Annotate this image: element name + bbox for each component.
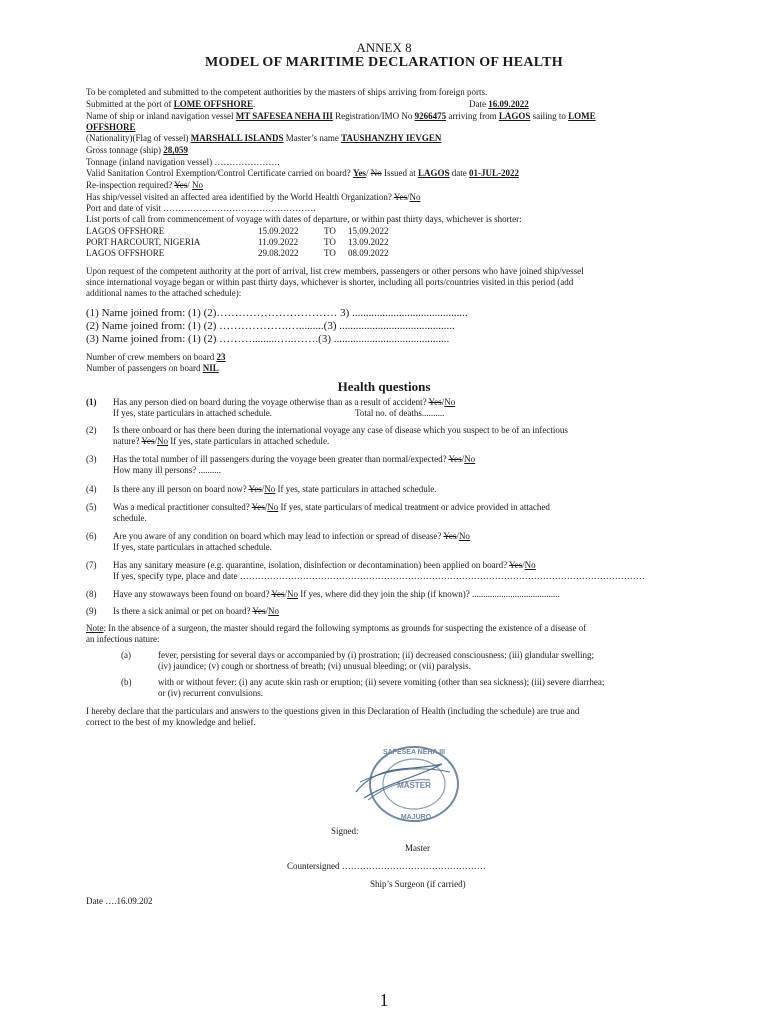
affected-no: No xyxy=(409,192,421,202)
countersigned-line: Countersigned ………………………………………… xyxy=(287,861,486,871)
question-2-text: Is there onboard or has there been during the international voyage any case of disease which you suspect to be of an infectious xyxy=(113,425,568,435)
question-4-text: Is there any ill person on board now? xyxy=(113,484,247,494)
q8-after: If yes, where did they join the ship (if known)? ....................................... xyxy=(300,589,560,599)
question-sub: If yes, state particulars in attached schedule. xyxy=(113,408,272,418)
q5-yes: Yes xyxy=(251,502,265,512)
passenger-count-line xyxy=(86,363,219,374)
port-call-to-label: TO xyxy=(324,226,336,236)
q4-after: If yes, state particulars in attached schedule. xyxy=(277,484,437,494)
question-sub: schedule. xyxy=(113,513,147,523)
question-number: (6) xyxy=(86,531,97,541)
port-call-from: 11.09.2022 xyxy=(258,237,299,247)
note-label: Note xyxy=(86,623,104,633)
arriving-value: LAGOS xyxy=(498,111,531,121)
question-number: (5) xyxy=(86,502,97,512)
port-call-port: LAGOS OFFSHORE xyxy=(86,226,165,236)
question-sub: If yes, state particulars in attached schedule. xyxy=(113,542,272,552)
joined-line: (2) Name joined from: (1) (2) ……………….….........(3) .......................................... xyxy=(86,320,455,332)
port-value: LOME OFFSHORE xyxy=(173,99,254,109)
port-call-to: 15.09.2022 xyxy=(348,226,389,236)
question-number: (7) xyxy=(86,560,97,570)
question-number: (8) xyxy=(86,589,97,599)
flag-line xyxy=(86,133,441,144)
reinspection-line: Re-inspection required? Yes/ No xyxy=(86,180,204,190)
question-number: (1) xyxy=(86,397,97,407)
q4-no: No xyxy=(264,484,276,494)
question-number: (9) xyxy=(86,606,97,616)
master-name-label: Master’s name xyxy=(285,133,339,143)
q1-no: No xyxy=(444,397,456,407)
issued-value: LAGOS xyxy=(417,168,450,178)
note-text xyxy=(86,623,686,634)
question-3-text: Has the total number of ill passengers during the voyage been greater than normal/expected? xyxy=(113,454,447,464)
affected-label: Has ship/vessel visited an affected area identified by the World Health Organization? xyxy=(86,192,392,202)
symptom-a-text: (iv) jaundice; (v) cough or shortness of breath; (vi) unusual bleeding; or (vii) paralysis. xyxy=(158,661,471,671)
issued-label: Issued at xyxy=(383,168,416,178)
port-call-to: 13.09.2022 xyxy=(348,237,389,247)
q8-yes: Yes xyxy=(271,589,285,599)
ship-name-value: MT SAFESEA NEHA III xyxy=(235,111,333,121)
master-seal xyxy=(350,742,470,824)
q3-no: No xyxy=(464,454,476,464)
gross-value: 28,059 xyxy=(163,145,188,155)
port-call-to: 08.09.2022 xyxy=(348,248,389,258)
q2-no: No xyxy=(157,436,169,446)
symptom-b-text: with or without fever: (i) any acute skin rash or eruption; (ii) severe vomiting (other than sea sickness); (iii) severe diarrhea; xyxy=(158,677,605,687)
deaths-total: Total no. of deaths.......... xyxy=(355,408,445,418)
annex-label: ANNEX 8 xyxy=(356,40,412,55)
sailing-value: LOME xyxy=(568,111,596,121)
question-number: (2) xyxy=(86,425,97,435)
port-call-to-label: TO xyxy=(324,248,336,258)
q6-yes: Yes xyxy=(443,531,457,541)
passenger-count-value: NIL xyxy=(202,363,219,373)
question-6-text: Are you aware of any condition on board which may lead to infection or spread of disease? xyxy=(113,531,442,541)
port-call-port: PORT HARCOURT, NIGERIA xyxy=(86,237,201,247)
date-field xyxy=(469,99,529,110)
question-sub: How many ill persons? .......... xyxy=(113,465,221,475)
ship-name-line xyxy=(86,111,696,122)
svg-text:MAJURO: MAJURO xyxy=(400,814,432,821)
date-value: 16.09.2022 xyxy=(488,99,529,109)
sanitation-no: No xyxy=(370,168,382,178)
port-call-port: LAGOS OFFSHORE xyxy=(86,248,165,258)
q7-no: No xyxy=(524,560,536,570)
affected-area-line: Has ship/vessel visited an affected area identified by the World Health Organization? Yes/No xyxy=(86,192,421,202)
joined-line: (3) Name joined from: (1) (2) ……….........…..…….(3) .......................................... xyxy=(86,333,450,345)
document-title: MODEL OF MARITIME DECLARATION OF HEALTH xyxy=(205,55,563,70)
flag-value: MARSHALL ISLANDS xyxy=(190,133,284,143)
question-text: Is there any ill person on board now? Yes/No If yes, state particulars in attached schedule. xyxy=(113,484,437,494)
q4-yes: Yes xyxy=(248,484,262,494)
symptom-a-text: fever, persisting for several days or accompanied by (i) prostration; (ii) decreased consciousness; (iii) glandular swelling; xyxy=(158,650,594,660)
reinspection-yes: Yes xyxy=(174,180,188,190)
question-sub: nature? Yes/No If yes, state particulars in attached schedule. xyxy=(113,436,330,446)
port-call-from: 15.09.2022 xyxy=(258,226,299,236)
issued-date-label: date xyxy=(451,168,467,178)
reinspection-label: Re-inspection required? xyxy=(86,180,173,190)
port-date-visit-line: Port and date of visit …………………………………………… xyxy=(86,203,317,213)
question-text: Are you aware of any condition on board which may lead to infection or spread of disease? Yes/No xyxy=(113,531,470,541)
question-text: Has the total number of ill passengers during the voyage been greater than normal/expected? Yes/No xyxy=(113,454,476,464)
footer-date: Date ….16.09.202 xyxy=(86,896,153,906)
crew-request-text: Upon request of the competent authority at the port of arrival, list crew members, passengers or other persons who have joined ship/vessel xyxy=(86,266,584,276)
svg-text:MASTER: MASTER xyxy=(397,781,431,790)
reg-label: Registration/IMO No xyxy=(335,111,413,121)
question-9-text: Is there a sick animal or pet on board? xyxy=(113,606,251,616)
sailing-label: sailing to xyxy=(532,111,566,121)
question-7-text: Has any sanitary measure (e.g. quarantine, isolation, disinfection or decontamination) been applied on board? xyxy=(113,560,508,570)
question-number: (3) xyxy=(86,454,97,464)
page-number: 1 xyxy=(379,990,389,1010)
issued-date-value: 01-JUL-2022 xyxy=(468,168,519,178)
ports-intro: List ports of call from commencement of voyage with dates of departure, or within past thirty days, whichever is shorter: xyxy=(86,214,522,224)
question-sub: If yes, specify type, place and date ……………………………………………………………………………………………………………………… xyxy=(113,571,645,581)
question-text: Has any person died on board during the voyage otherwise than as a result of accident? Yes/No xyxy=(113,397,456,407)
question-5-text: Was a medical practitioner consulted? xyxy=(113,502,250,512)
reg-value: 9266475 xyxy=(414,111,447,121)
flag-label: (Nationality)(Flag of vessel) xyxy=(86,133,189,143)
svg-text:SAFESEA NEHA III: SAFESEA NEHA III xyxy=(382,749,446,756)
q2-after: If yes, state particulars in attached schedule. xyxy=(170,436,330,446)
question-text: Have any stowaways been found on board? Yes/No If yes, where did they join the ship (if known)? ....................................... xyxy=(113,589,560,599)
reinspection-no: No xyxy=(192,180,204,190)
signed-label: Signed: xyxy=(331,826,359,836)
q8-no: No xyxy=(287,589,298,599)
crew-request-text: since international voyage began or within past thirty days, whichever is shorter, including all ports/countries visited in this period (add xyxy=(86,277,574,287)
affected-yes: Yes xyxy=(393,192,407,202)
gross-label: Gross tonnage (ship) xyxy=(86,145,161,155)
question-text: Was a medical practitioner consulted? Yes/No If yes, state particulars of medical treatment or advice provided in attached xyxy=(113,502,550,512)
master-name-value: TAUSHANZHY IEVGEN xyxy=(341,133,442,143)
symptom-a-label: (a) xyxy=(121,650,131,660)
q5-after: If yes, state particulars of medical treatment or advice provided in attached xyxy=(280,502,550,512)
q1-yes: Yes xyxy=(428,397,442,407)
tonnage-inland-line: Tonnage (inland navigation vessel) …………………. xyxy=(86,157,280,167)
sanitation-line: Valid Sanitation Control Exemption/Control Certificate carried on board? Yes/ No Issued at LAGOS date 01-JUL-2022 xyxy=(86,168,519,178)
note-body: : In the absence of a surgeon, the master should regard the following symptoms as grounds for suspecting the existence of a disease of xyxy=(103,623,587,633)
q7-yes: Yes xyxy=(509,560,523,570)
port-line: Submitted at the port of LOME OFFSHORE. Date 16.09.2022 xyxy=(86,99,529,109)
passenger-count-label: Number of passengers on board xyxy=(86,363,201,373)
declaration-text: correct to the best of my knowledge and belief. xyxy=(86,717,256,727)
q9-yes: Yes xyxy=(252,606,266,616)
question-text: Is there a sick animal or pet on board? Yes/No xyxy=(113,606,279,616)
crew-count-label: Number of crew members on board xyxy=(86,352,215,362)
health-questions-title: Health questions xyxy=(337,379,431,394)
q6-no: No xyxy=(458,531,470,541)
question-text: Has any sanitary measure (e.g. quarantine, isolation, disinfection or decontamination) been applied on board? Yes/No xyxy=(113,560,536,570)
gross-tonnage-line xyxy=(86,145,188,156)
joined-line: (1) Name joined from: (1) (2)…………………………… 3) .......................................... xyxy=(86,307,468,319)
crew-count-line xyxy=(86,352,225,363)
declaration-text: I hereby declare that the particulars and answers to the questions given in this Declaration of Health (including the schedule) are true and xyxy=(86,706,580,716)
q5-no: No xyxy=(267,502,279,512)
crew-request-text: additional names to the attached schedule): xyxy=(86,288,242,298)
question-8-text: Have any stowaways been found on board? xyxy=(113,589,270,599)
surgeon-label: Ship’s Surgeon (if carried) xyxy=(370,879,466,889)
port-label: Submitted at the port of xyxy=(86,99,172,109)
arriving-label: arriving from xyxy=(448,111,497,121)
date-label: Date xyxy=(469,99,486,109)
q3-yes: Yes xyxy=(448,454,462,464)
q9-no: No xyxy=(268,606,279,616)
q2-line2: nature? xyxy=(113,436,140,446)
sanitation-label: Valid Sanitation Control Exemption/Control Certificate carried on board? xyxy=(86,168,351,178)
intro-text: To be completed and submitted to the competent authorities by the masters of ships arriving from foreign ports. xyxy=(86,87,488,97)
port-call-from: 29.08.2022 xyxy=(258,248,299,258)
note-text-cont: an infectious nature: xyxy=(86,634,160,644)
question-number: (4) xyxy=(86,484,97,494)
symptom-b-text: or (iv) recurrent convulsions. xyxy=(158,688,263,698)
crew-count-value: 23 xyxy=(216,352,226,362)
ship-name-label: Name of ship or inland navigation vessel xyxy=(86,111,234,121)
sanitation-yes: Yes xyxy=(352,168,366,178)
q2-yes: Yes xyxy=(141,436,155,446)
master-signature-label: Master xyxy=(405,843,430,853)
sailing-value-cont: OFFSHORE xyxy=(86,122,136,132)
question-1-text: Has any person died on board during the voyage otherwise than as a result of accident? xyxy=(113,397,427,407)
port-call-to-label: TO xyxy=(324,237,336,247)
symptom-b-label: (b) xyxy=(121,677,132,687)
